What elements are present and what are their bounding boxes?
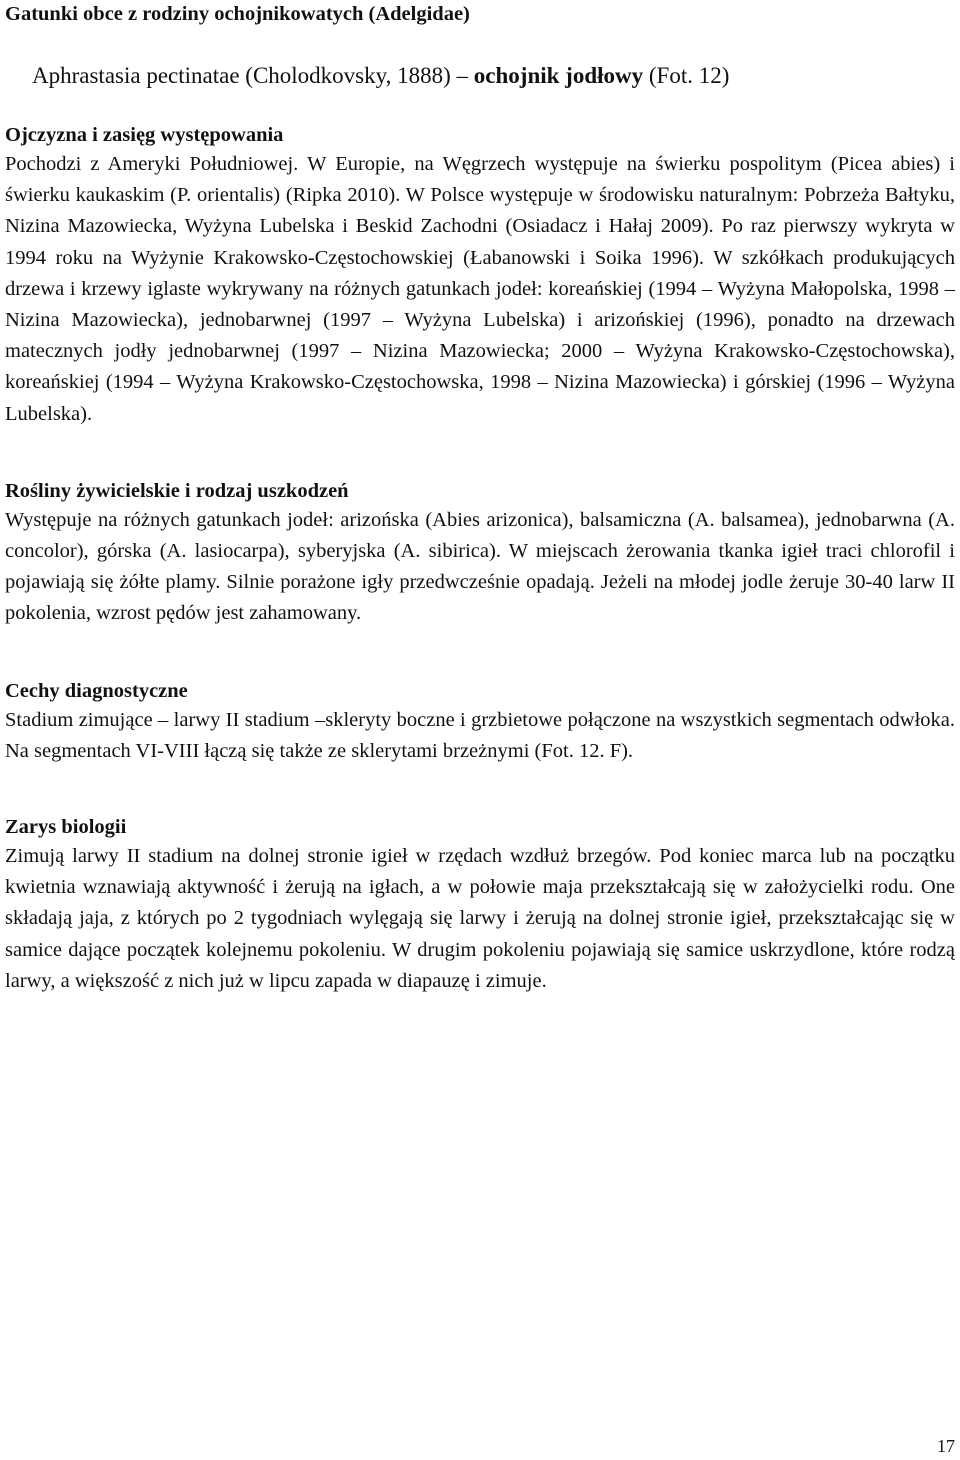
species-dash: – <box>450 63 474 88</box>
species-common-name: ochojnik jodłowy <box>473 63 644 88</box>
section-heading-host-plants: Rośliny żywicielskie i rodzaj uszkodzeń <box>5 479 349 502</box>
family-title: Gatunki obce z rodziny ochojnikowatych (Adelgidae) <box>5 3 470 25</box>
section-heading-distribution: Ojczyzna i zasięg występowania <box>5 124 284 146</box>
section-text-host-plants: Występuje na różnych gatunkach jodeł: arizońska (Abies arizonica), balsamiczna (A. balsamea), jednobarwna (A. concolor), górska (A. lasiocarpa), syberyjska (A. sibirica). W miejscach żerowania tkanka igieł traci chlorofil i pojawiają się żółte plamy. Silnie porażone igły przedwcześnie opadają. Jeżeli na młodej jodle żeruje 30-40 larw II pokolenia, wzrost pędów jest zahamowany. <box>5 508 955 625</box>
section-heading-diagnostics: Cechy diagnostyczne <box>5 679 188 702</box>
section-text-distribution: Pochodzi z Ameryki Południowej. W Europie, na Węgrzech występuje na świerku pospolitym (Picea abies) i świerku kaukaskim (P. orientalis) (Ripka 2010). W Polsce występuje w środowisku naturalnym: Pobrzeża Bałtyku, Nizina Mazowiecka, Wyżyna Lubelska i Beskid Zachodni (Osiadacz i Hałaj 2009). Po raz pierwszy wykryta w 1994 roku na Wyżynie Krakowsko-Częstochowskiej (Łabanowski i Soika 1996). W szkółkach produkujących drzewa i krzewy iglaste wykrywany na różnych gatunkach jodeł: koreańskiej (1994 – Wyżyna Małopolska, 1998 – Nizina Mazowiecka), jednobarwnej (1997 – Wyżyna Lubelska) i arizońskiej (1996), ponadto na drzewach matecznych jodły jednobarwnej (1997 – Nizina Mazowiecka; 2000 – Wyżyna Krakowsko-Częstochowska), koreańskiej (1994 – Wyżyna Krakowsko-Częstochowska, 1998 – Nizina Mazowiecka) i górskiej (1996 – Wyżyna Lubelska). <box>5 153 955 425</box>
section-heading-biology: Zarys biologii <box>5 816 127 839</box>
section-text-biology: Zimują larwy II stadium na dolnej stronie igieł w rzędach wzdłuż brzegów. Pod koniec marca lub na początku kwietnia wznawiają aktywność i żerują na igłach, a w połowie maja przekształcają się w założycielki rodu. One składają jaja, z których po 2 tygodniach wylęgają się larwy i żerują na dolnej stronie igieł, przekształcając się w samice dające początek kolejnemu pokoleniu. W drugim pokoleniu pojawiają się samice uskrzydlone, które rodzą larwy, a większość z nich już w lipcu zapada w diapauzę i zimuje. <box>5 845 955 992</box>
species-line <box>32 61 955 91</box>
page-number: 17 <box>937 1436 955 1456</box>
species-photo-reference: (Fot. 12) <box>643 63 730 88</box>
species-latin-name: Aphrastasia pectinatae (Cholodkovsky, 1888) <box>32 63 451 88</box>
section-text-diagnostics: Stadium zimujące – larwy II stadium –skleryty boczne i grzbietowe połączone na wszystkich segmentach odwłoka. Na segmentach VI-VIII łączą się także ze sklerytami brzeżnymi (Fot. 12. F). <box>5 708 955 762</box>
document-page <box>5 0 955 997</box>
